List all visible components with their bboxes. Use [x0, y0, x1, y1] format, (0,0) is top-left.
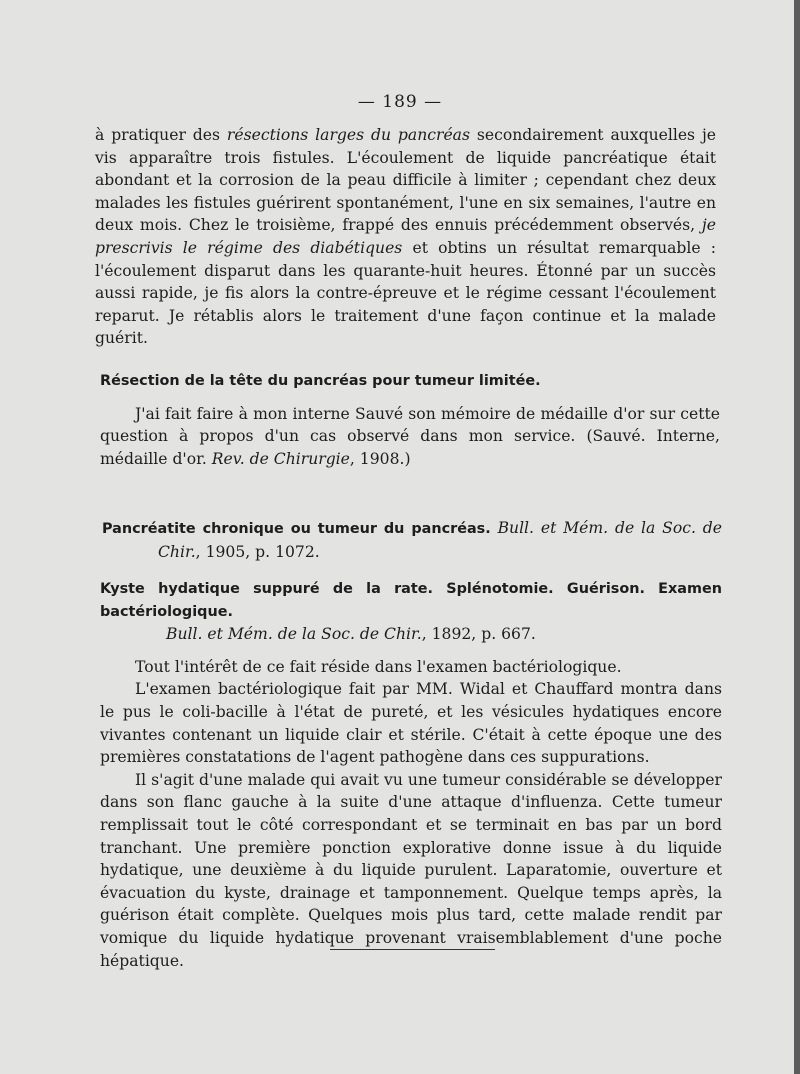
italic-run: résections larges du pancréas: [226, 126, 470, 144]
section-kyste-reference: [100, 623, 722, 646]
italic-run: Bull. et Mém. de la Soc. de Chir.: [166, 625, 422, 644]
paragraph-interet: Tout l'intérêt de ce fait réside dans l'examen bactériologique.: [135, 657, 622, 676]
text-run: secondairement auxquelles je vis apparaître trois fistules. L'écoulement de liquide pancréatique était abondant et la corrosion de la peau difficile à limiter ; cependant chez deux malades les fistules guérirent spontanément, l'une en six semaines, l'autre en deux mois. Chez le troisième, frappé des ennuis précédemment observés,: [95, 126, 717, 235]
italic-run: Bull. et Mém. de la Soc. de Chir.: [158, 519, 722, 561]
section-kyste: [100, 578, 722, 972]
text-run: J'ai fait faire à mon interne Sauvé son mémoire de médaille d'or sur cette question à propos d'un cas observé dans mon service. (Sauvé. Interne, médaille d'or.: [100, 404, 720, 468]
section-heading: Kyste hydatique suppuré de la rate. Splénotomie. Guérison. Examen bactériologique.: [100, 581, 722, 620]
italic-run: je prescrivis le régime des diabétiques: [95, 216, 716, 257]
section-resection-body: [100, 403, 720, 471]
paragraph-examen: L'examen bactériologique fait par MM. Widal et Chauffard montra dans le pus le coli-bacille à l'état de pureté, et les vésicules hydatiques encore vivantes contenant un liquide clair et stérile. C'était à cette époque une des premières constatations de l'agent pathogène dans ces suppurations.: [100, 680, 722, 767]
page-number: — 189 —: [357, 92, 443, 112]
text-run: , 1892, p. 667.: [421, 625, 536, 644]
section-heading: Résection de la tête du pancréas pour tumeur limitée.: [100, 373, 541, 389]
text-run: , 1908.): [349, 449, 411, 468]
text-run: à pratiquer des: [95, 126, 227, 144]
paragraph-1-text: [95, 124, 716, 350]
text-run: , 1905, p. 1072.: [195, 542, 320, 561]
closing-rule: [330, 949, 495, 950]
section-pancreatite-entry: [102, 517, 722, 563]
section-resection: [100, 370, 720, 470]
text-run: et obtins un résultat remarquable : l'écoulement disparut dans les quarante-huit heures. Étonné par un succès aussi rapide, je fis alors la contre-épreuve et le régime cessant l'écoulement reparut. Je rétablis alors le traitement d'une façon continue et la malade guérit.: [95, 238, 717, 348]
section-pancreatite: [102, 517, 722, 563]
paragraph-1: [95, 124, 716, 350]
paragraph-malade: Il s'agit d'une malade qui avait vu une tumeur considérable se développer dans son flanc gauche à la suite d'une attaque d'influenza. Cette tumeur remplissait tout le côté correspondant et se terminait en bas par un bord tranchant. Une première ponction explorative donne issue à du liquide hydatique, une deuxième à du liquide purulent. Laparatomie, ouverture et évacuation du kyste, drainage et tamponnement. Quelque temps après, la guérison était complète. Quelques mois plus tard, cette malade rendit par vomique du liquide hydatique provenant vraisemblablement d'une poche hépatique.: [100, 770, 722, 970]
italic-run: Rev. de Chirurgie: [211, 449, 350, 468]
section-heading: Pancréatite chronique ou tumeur du pancréas.: [102, 521, 491, 537]
